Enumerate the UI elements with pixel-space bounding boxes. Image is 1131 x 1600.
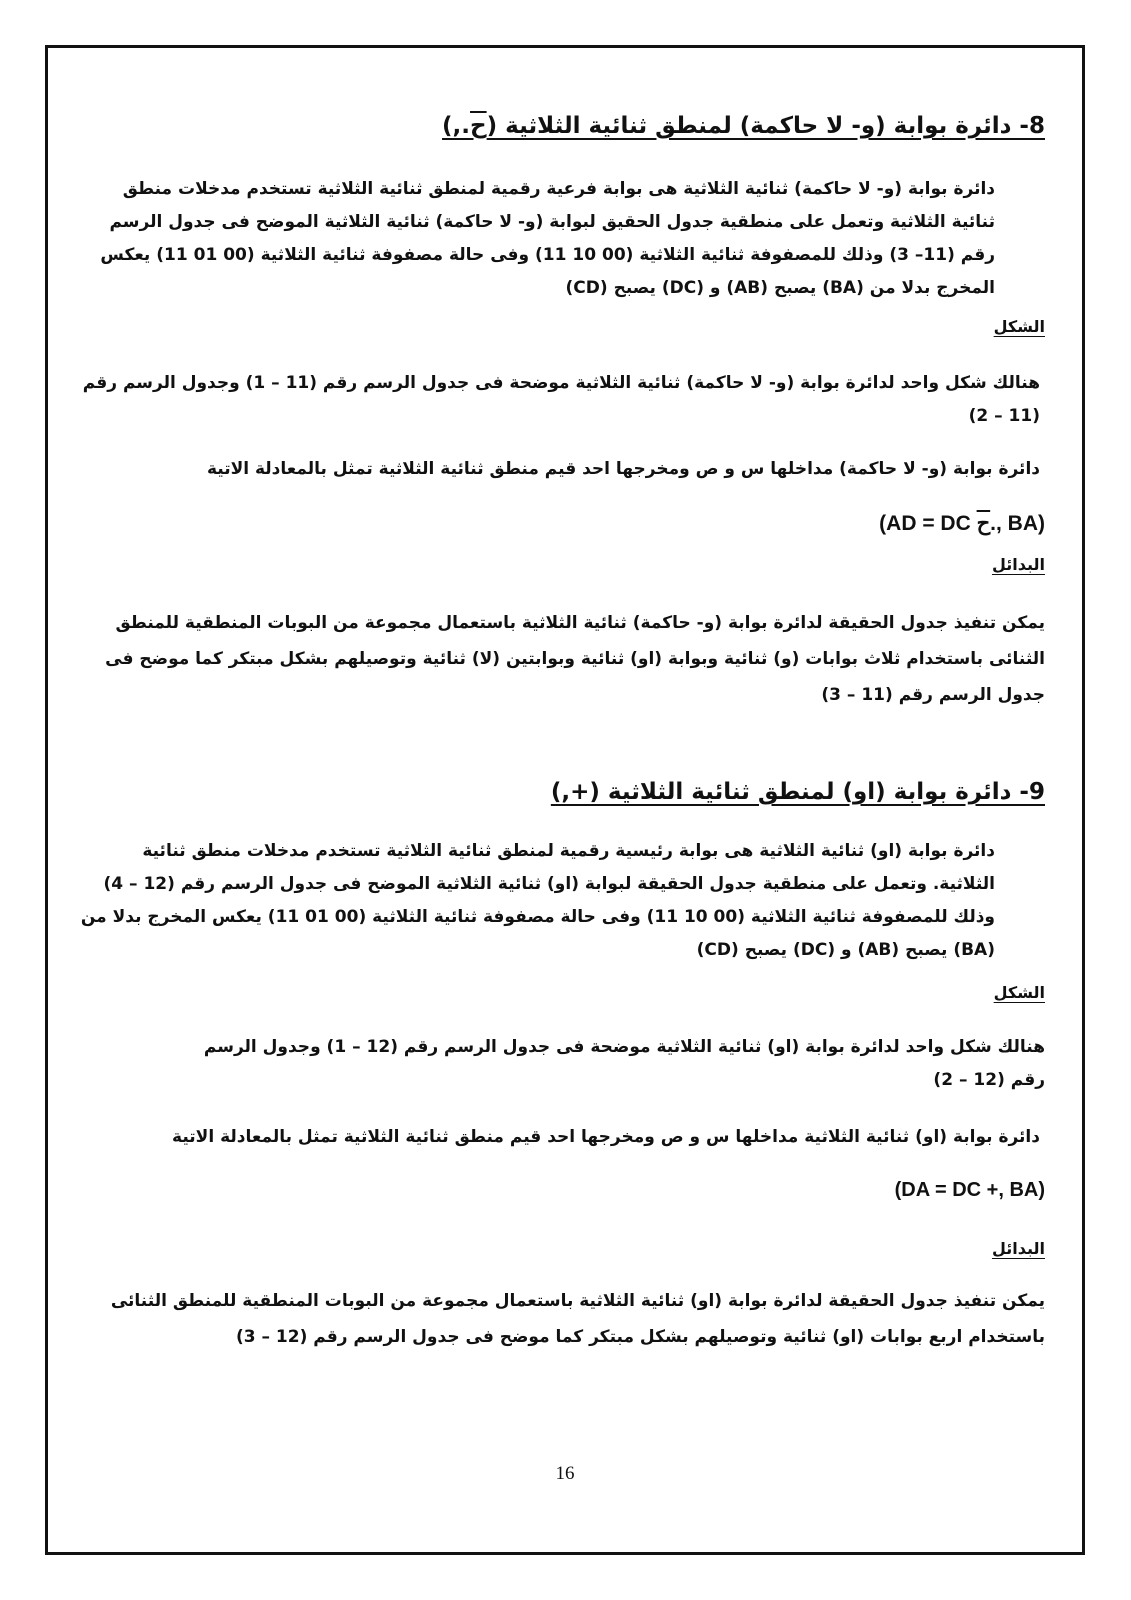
section-8-alternatives-text: يمكن تنفيذ جدول الحقيقة لدائرة بوابة (و- حاكمة) ثنائية الثلاثية باستعمال مجموعة من البوبات المنطقية للمنطق الثنائى باستخدام ثلاث بوابات (و) ثنائية وبوابة (او) ثنائية وبوابتين (لا) ثنائية وتوصيلهم بشكل مبتكر كما موضح فى جدول الرسم رقم (11 – 3) (105, 613, 1045, 705)
section-9-equation-text: دائرة بوابة (او) ثنائية الثلاثية مداخلها س و ص ومخرجها احد قيم منطق ثنائية الثلاثية تمثل بالمعادلة الاتية (172, 1127, 1040, 1147)
section-9-shape-heading: الشكل (993, 983, 1045, 1002)
section-8-alternatives-heading: البدائل (991, 555, 1045, 574)
section-9-heading: 9- دائرة بوابة (او) لمنطق ثنائية الثلاثية (+,) (550, 779, 1045, 805)
section-8-intro: دائرة بوابة (و- لا حاكمة) ثنائية الثلاثية هى بوابة فرعية رقمية لمنطق ثنائية الثلاثية تستخدم مدخلات منطق ثنائية الثلاثية وتعمل على منطقية جدول الحقيق لبوابة (و- لا حاكمة) ثنائية الثلاثية الموضح فى جدول الرسم رقم (11– 3) وذلك للمصفوفة ثنائية الثلاثية (00 10 11) وفى حالة مصفوفة ثنائية الثلاثية (00 01 11) يعكس المخرج بدلا من (BA) يصبح (AB) و (DC) يصبح (CD) (100, 179, 995, 298)
section-8-heading: 8- دائرة بوابة (و- لا حاكمة) لمنطق ثنائية الثلاثية (ح.,) (442, 113, 1045, 139)
section-8-shape-text: هنالك شكل واحد لدائرة بوابة (و- لا حاكمة) ثنائية الثلاثية موضحة فى جدول الرسم رقم (11 – 1) وجدول الرسم رقم (11 – 2) (82, 373, 1040, 426)
document-page (45, 45, 1085, 1555)
section-9-alternatives-text: يمكن تنفيذ جدول الحقيقة لدائرة بوابة (او) ثنائية الثلاثية باستعمال مجموعة من البوبات المنطقية للمنطق الثنائى باستخدام اربع بوابات (او) ثنائية وتوصيلهم بشكل مبتكر كما موضح فى جدول الرسم رقم (12 – 3) (110, 1291, 1045, 1347)
section-9-equation: (DA = DC +, BA) (894, 1179, 1045, 1201)
page-number: 16 (555, 1463, 575, 1484)
section-9-intro: دائرة بوابة (او) ثنائية الثلاثية هى بوابة رئيسية رقمية لمنطق ثنائية الثلاثية تستخدم مدخلات منطق ثنائية الثلاثية. وتعمل على منطقية جدول الحقيقة لبوابة (او) ثنائية الثلاثية الموضح فى جدول الرسم رقم (12 – 4) وذلك للمصفوفة ثنائية الثلاثية (00 10 11) وفى حالة مصفوفة ثنائية الثلاثية (00 01 11) يعكس المخرج بدلا من (BA) يصبح (AB) و (DC) يصبح (CD) (80, 841, 995, 960)
section-9-alternatives-heading: البدائل (991, 1239, 1045, 1258)
section-8-shape-heading: الشكل (993, 317, 1045, 336)
section-9-shape-text: هنالك شكل واحد لدائرة بوابة (او) ثنائية الثلاثية موضحة فى جدول الرسم رقم (12 – 1) وجدول الرسم رقم (12 – 2) (203, 1037, 1045, 1090)
section-8-equation: (AD = DC ح., BA) (879, 512, 1045, 535)
section-8-equation-text: دائرة بوابة (و- لا حاكمة) مداخلها س و ص ومخرجها احد قيم منطق ثنائية الثلاثية تمثل بالمعادلة الاتية (206, 459, 1040, 479)
